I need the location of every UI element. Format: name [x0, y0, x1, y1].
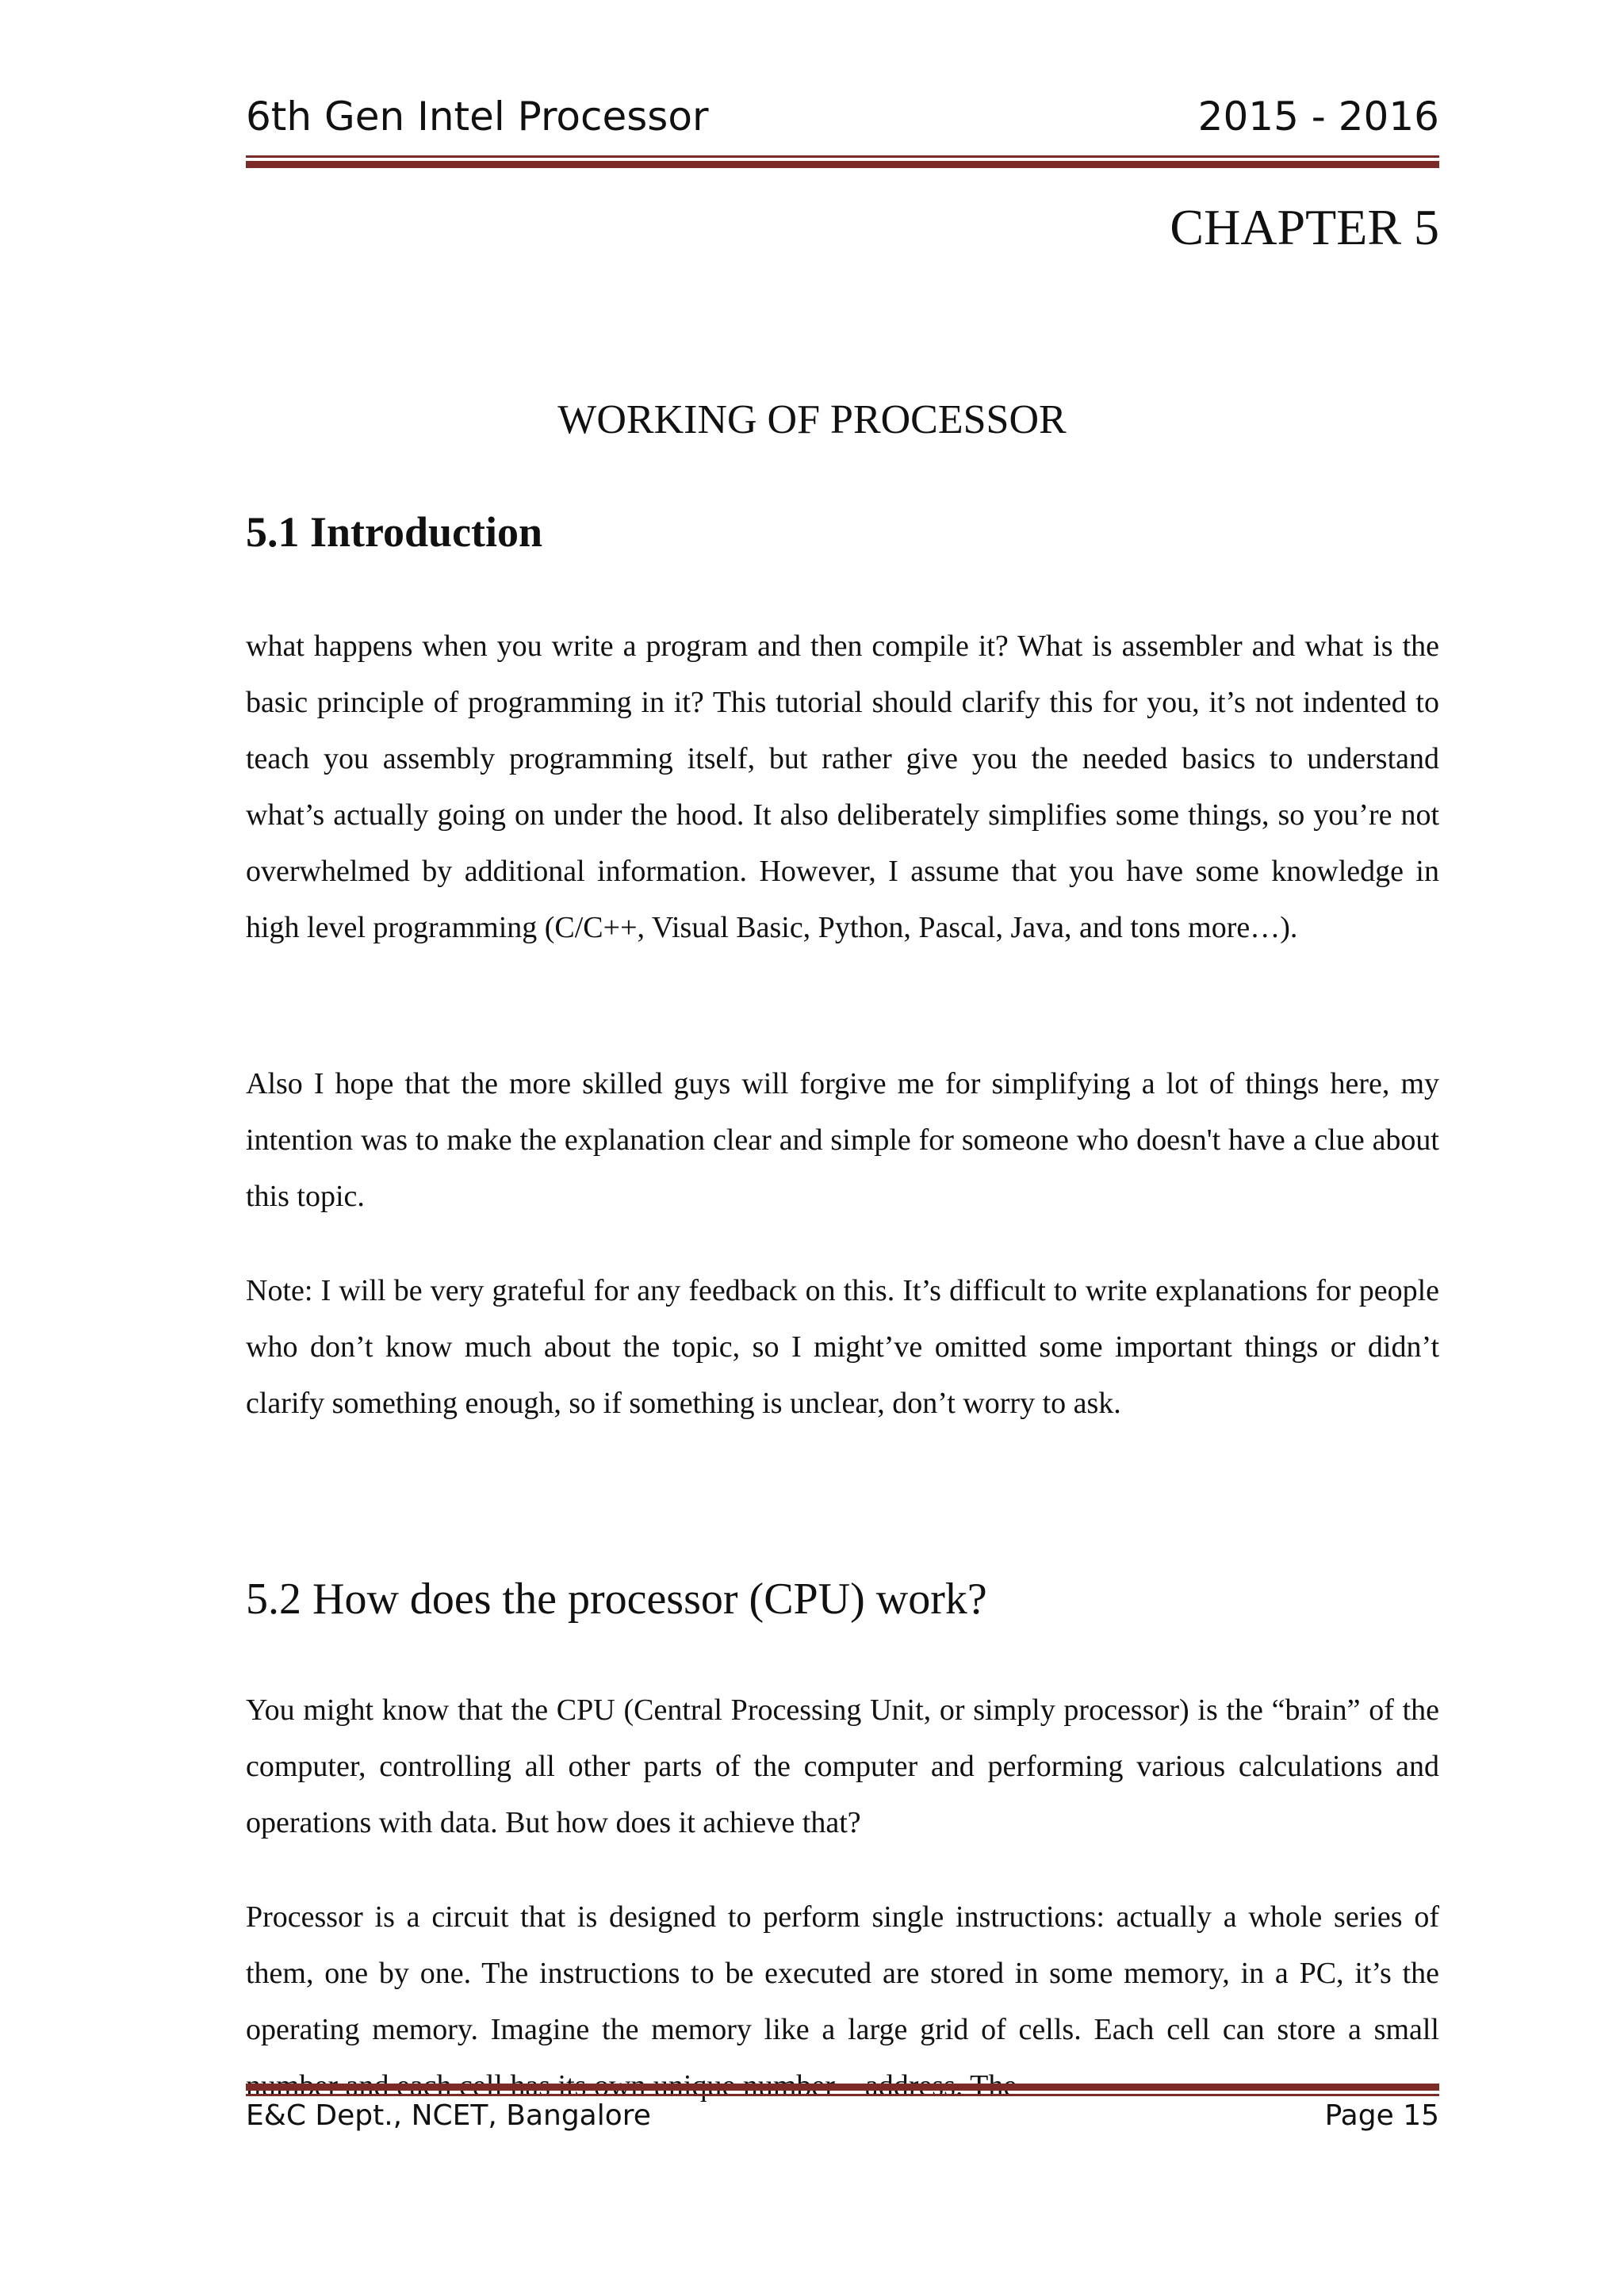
header-rule-thick: [246, 161, 1439, 168]
paragraph-intro-2: Also I hope that the more skilled guys will forgive me for simplifying a lot of things here, my intention was to make the explanation clear and simple for someone who doesn't have a clue about this topic.: [246, 1067, 1439, 1213]
paragraph-intro-note: Note: I will be very grateful for any feedback on this. It’s difficult to write explanations for people who don’t know much about the topic, so I might’ve omitted some important things or didn’t clarify something enough, so if something is unclear, don’t worry to ask.: [246, 1274, 1439, 1420]
header-year: 2015 - 2016: [1197, 94, 1439, 140]
footer-department: E&C Dept., NCET, Bangalore: [246, 2099, 651, 2132]
page-number: Page 15: [1324, 2099, 1439, 2132]
header-rule-thin: [246, 155, 1439, 158]
footer-rule-thin: [246, 2094, 1439, 2096]
chapter-title: WORKING OF PROCESSOR: [557, 397, 1067, 442]
paragraph-cpu-1: You might know that the CPU (Central Processing Unit, or simply processor) is the “brain” of the computer, controlling all other parts of the computer and performing various calculations and operations with data. But how does it achieve that?: [246, 1693, 1439, 1839]
paragraph-intro-1: what happens when you write a program and then compile it? What is assembler and what is the basic principle of programming in it? This tutorial should clarify this for you, it’s not indented to teach you assembly programming itself, but rather give you the needed basics to understand what’s actually going on under the hood. It also deliberately simplifies some things, so you’re not overwhelmed by additional information. However, I assume that you have some knowledge in high level programming (C/C++, Visual Basic, Python, Pascal, Java, and tons more…).: [246, 629, 1439, 944]
chapter-label: CHAPTER 5: [1170, 199, 1439, 255]
section-heading-cpu: 5.2 How does the processor (CPU) work?: [246, 1575, 987, 1624]
footer-rule-thick: [246, 2084, 1439, 2091]
header-title: 6th Gen Intel Processor: [246, 94, 709, 140]
paragraph-cpu-2: Processor is a circuit that is designed to perform single instructions: actually a whole series of them, one by one. The instructions to be executed are stored in some memory, in a PC, it’s the operating memory. Imagine the memory like a large grid of cells. Each cell can store a small: [246, 1900, 1439, 2046]
section-heading-introduction: 5.1 Introduction: [246, 508, 543, 556]
page-header: [246, 94, 1439, 157]
